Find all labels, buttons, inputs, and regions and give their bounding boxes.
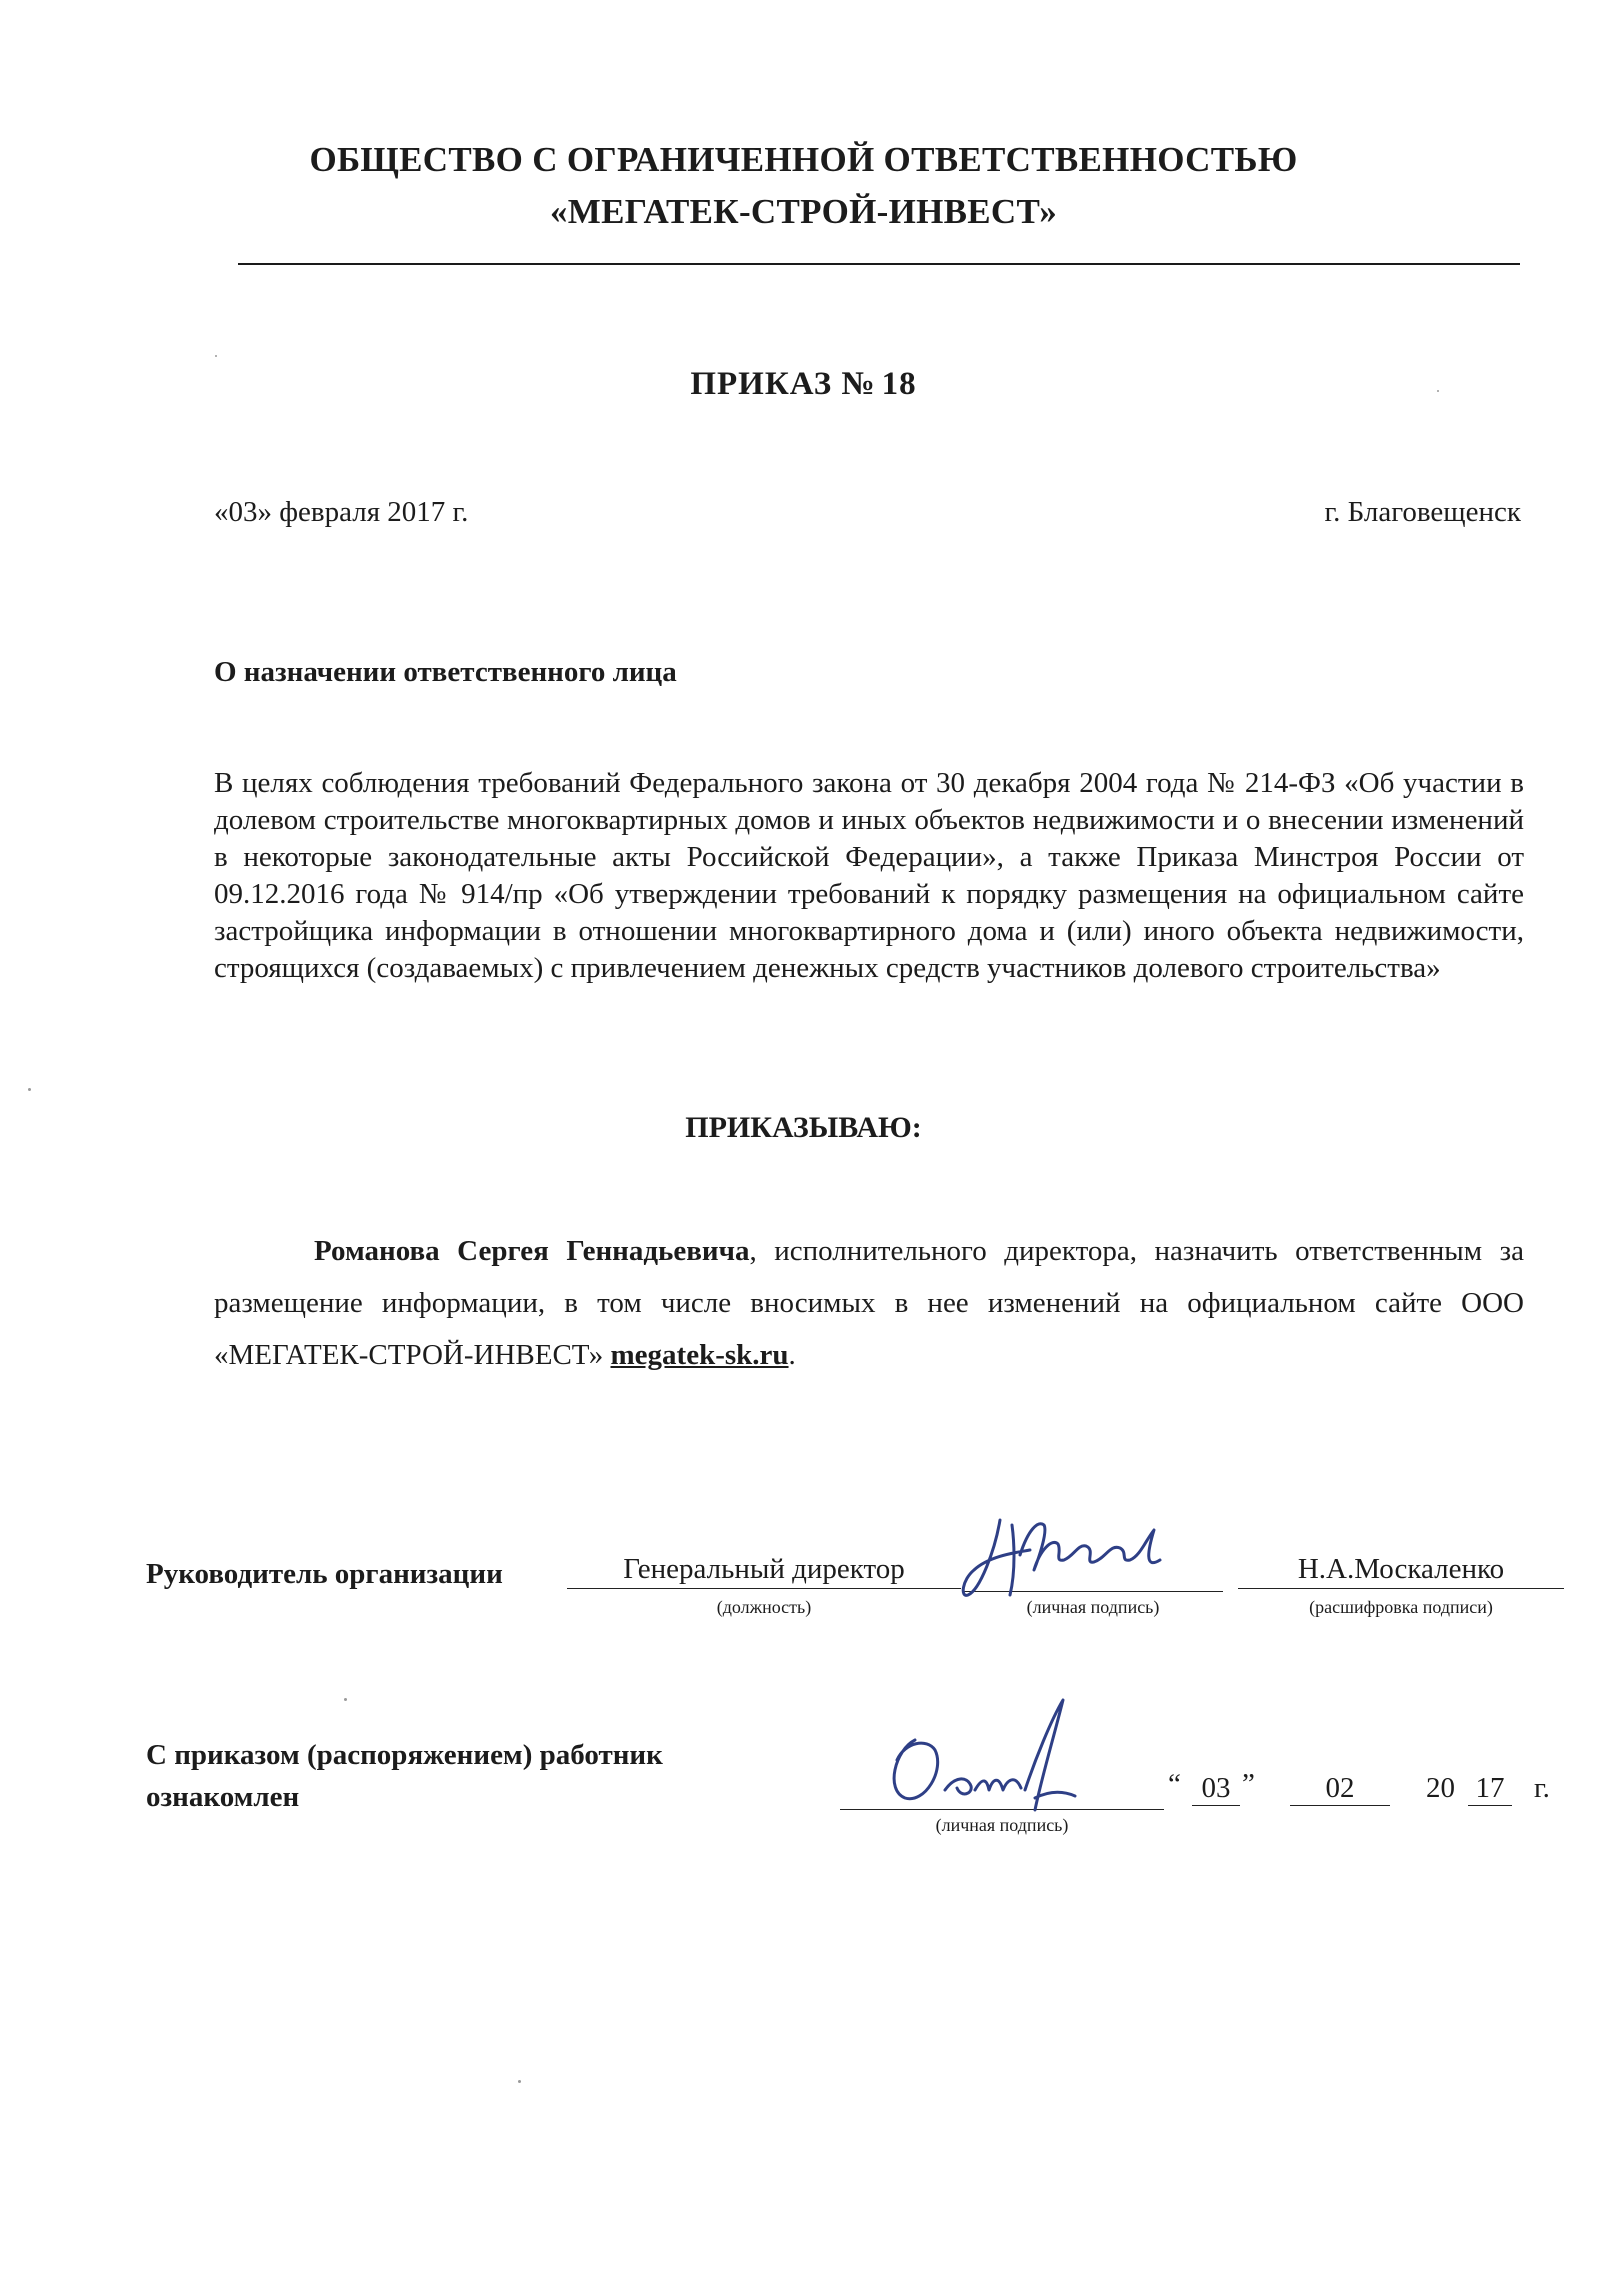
ack-month: 02 <box>1290 1772 1390 1806</box>
ack-year-suffix: 17 <box>1468 1772 1512 1806</box>
order-body-text: , исполнительного директора, назначить ответственным за размещение информации, в том числе вносимых в нее изменений на официальном сайте ООО «МЕГАТЕК-СТРОЙ-ИНВЕСТ» <box>214 1235 1524 1371</box>
scan-speck <box>215 355 217 357</box>
order-body-paragraph <box>214 1225 1524 1381</box>
order-title <box>0 366 1607 403</box>
employee-signature-caption: (личная подпись) <box>935 1815 1069 1835</box>
head-name-caption: (расшифровка подписи) <box>1309 1597 1493 1617</box>
head-signature-scribble <box>960 1500 1200 1610</box>
header-divider <box>238 263 1520 265</box>
preamble-paragraph: В целях соблюдения требований Федерального закона от 30 декабря 2004 года № 214-ФЗ «Об участии в долевом строительстве многоквартирных домов и иных объектов недвижимости и о внесении изменений в некоторые законодательные акты Российской Федерации», а также Приказа Минстроя России от 09.12.2016 года № 914/пр «Об утверждении требований к порядку размещения на официальном сайте застройщика информации в отношении многоквартирного дома и (или) иного объекта недвижимости, строящихся (создаваемых) с привлечением денежных средств участников долевого строительства» <box>214 767 1524 984</box>
ack-year-prefix: 20 <box>1426 1772 1455 1804</box>
scan-speck <box>518 2080 521 2083</box>
order-date: «03» февраля 2017 г. <box>214 496 469 528</box>
scan-speck <box>28 1088 31 1091</box>
decree-heading: ПРИКАЗЫВАЮ: <box>685 1111 922 1144</box>
appointed-person: Романова Сергея Геннадьевича <box>314 1235 750 1267</box>
acknowledgement-label: С приказом (распоряжением) работник ознакомлен <box>146 1739 663 1813</box>
date-quote-close: ” <box>1242 1768 1255 1800</box>
organization-name-line2: «МЕГАТЕК-СТРОЙ-ИНВЕСТ» <box>549 192 1058 231</box>
head-position-caption: (должность) <box>716 1597 812 1617</box>
head-label: Руководитель организации <box>146 1558 503 1590</box>
head-position: Генеральный директор <box>567 1553 961 1589</box>
head-name: Н.А.Москаленко <box>1238 1553 1564 1589</box>
ack-day: 03 <box>1192 1772 1240 1806</box>
scan-speck <box>1437 390 1439 392</box>
order-body-end: . <box>788 1339 796 1371</box>
order-title-label: ПРИКАЗ № <box>690 366 876 402</box>
order-number: 18 <box>881 366 917 402</box>
date-quote-open: “ <box>1168 1768 1181 1800</box>
scan-speck <box>344 1698 347 1701</box>
ack-year-unit: г. <box>1534 1772 1550 1804</box>
order-city: г. Благовещенск <box>1324 496 1521 528</box>
organization-name-line1: ОБЩЕСТВО С ОГРАНИЧЕННОЙ ОТВЕТСТВЕННОСТЬЮ <box>309 140 1298 179</box>
website-link[interactable]: megatek-sk.ru <box>610 1339 789 1371</box>
head-signature-caption: (личная подпись) <box>1026 1597 1160 1617</box>
order-subject: О назначении ответственного лица <box>214 656 677 688</box>
employee-signature-scribble <box>875 1680 1095 1830</box>
